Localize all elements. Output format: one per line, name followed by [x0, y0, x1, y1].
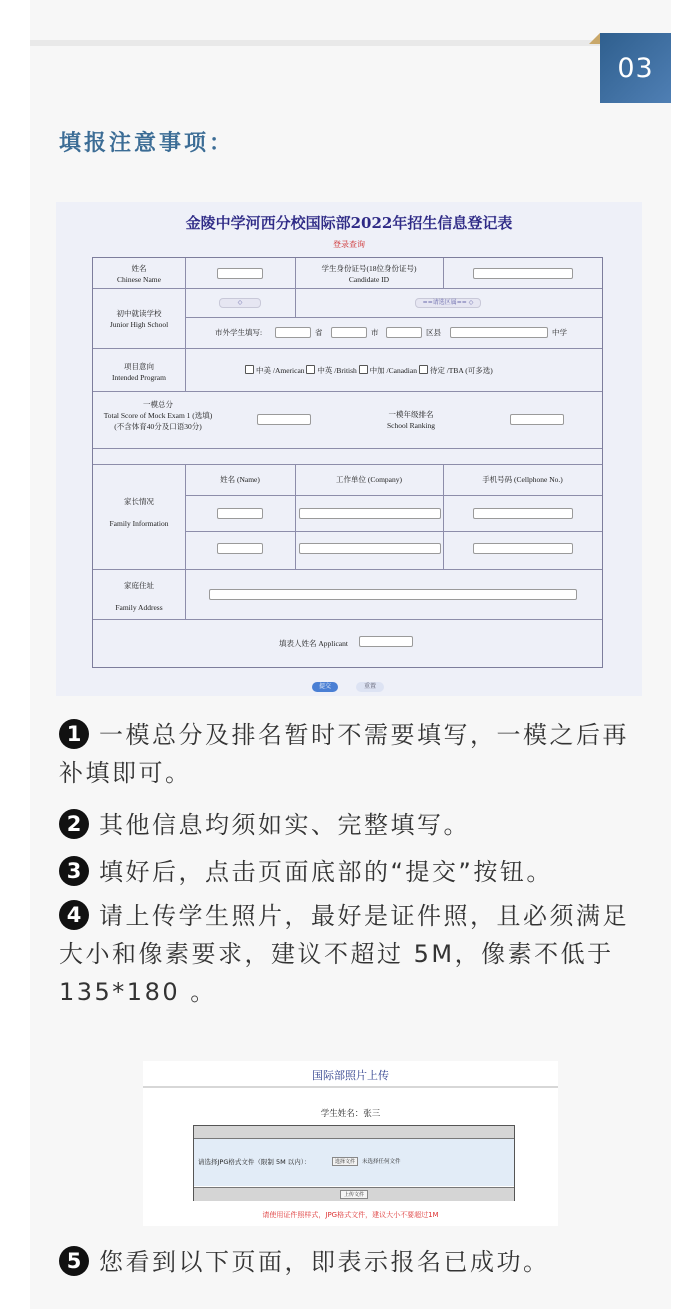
- badge-corner-accent: [589, 33, 600, 44]
- ranking-label-cn: 一模年级排名: [388, 410, 434, 419]
- school-label-cn: 初中就读学校: [116, 309, 162, 318]
- ranking-label-en: School Ranking: [386, 421, 436, 430]
- middle-school-suffix: 中学: [552, 328, 567, 337]
- no-file-status: 未选择任何文件: [362, 1159, 401, 1165]
- number-4-icon: 4: [59, 900, 89, 930]
- note-2: [59, 806, 629, 844]
- option-tba-label: 待定 /TBA: [429, 366, 464, 375]
- address-input[interactable]: [209, 589, 577, 600]
- address-label: [93, 580, 185, 613]
- student-name-input[interactable]: [217, 268, 263, 279]
- number-3-icon: 3: [59, 856, 89, 886]
- registration-table: [92, 257, 603, 668]
- upload-form-box: [193, 1125, 515, 1201]
- option-british-label: 中英 /British: [317, 366, 357, 375]
- district-select[interactable]: ==请选区属== ◇: [415, 298, 481, 308]
- program-label-en: Intended Program: [112, 373, 166, 382]
- family-label-en: Family Information: [109, 519, 169, 528]
- upload-warning-text: 请使用证件照样式，JPG格式文件，建议大小不要超过1M: [262, 1211, 439, 1219]
- applicant-input[interactable]: [359, 636, 413, 647]
- parent1-company-input[interactable]: [299, 508, 441, 519]
- registration-form-screenshot: [56, 202, 642, 696]
- id-label-en: Candidate ID: [348, 275, 390, 284]
- outside-students-label: 市外学生填写:: [215, 328, 263, 337]
- option-american-label: 中美 /American: [256, 366, 305, 375]
- number-1-icon: 1: [59, 719, 89, 749]
- number-5-icon: 5: [59, 1246, 89, 1276]
- submit-button[interactable]: 提交: [312, 682, 338, 692]
- middle-school-input[interactable]: [450, 327, 548, 338]
- id-label: [295, 263, 443, 285]
- name-label-cn: 姓名: [131, 264, 147, 273]
- id-label-cn: 学生身份证号(18位身份证号): [321, 264, 417, 273]
- county-suffix: 区县: [426, 328, 441, 337]
- mock-label-note: (不含体育40分及口语30分): [114, 422, 202, 431]
- student-name-display: 学生姓名：张三: [320, 1109, 381, 1119]
- province-suffix: 省: [315, 328, 323, 337]
- note-3-text: 填好后，点击页面底部的“提交”按钮。: [99, 858, 553, 886]
- option-canadian-label: 中加 /Canadian: [369, 366, 417, 375]
- school-label-en: Junior High School: [109, 320, 169, 329]
- upload-title-divider: [143, 1086, 558, 1088]
- note-1-text: 一模总分及排名暂时不需要填写，一模之后再补填即可。: [59, 721, 629, 787]
- city-select[interactable]: ◇: [219, 298, 261, 308]
- note-4-text: 请上传学生照片，最好是证件照，且必须满足大小和像素要求，建议不超过 5M，像素不低于 135*180 。: [59, 902, 629, 1006]
- column-company-header: 工作单位 (Company): [335, 475, 403, 484]
- multi-select-note: (可多选): [465, 366, 493, 375]
- upload-form-header: [194, 1126, 514, 1139]
- city-input[interactable]: [331, 327, 367, 338]
- note-5: [59, 1243, 629, 1281]
- choose-file-button[interactable]: 选择文件: [332, 1157, 358, 1166]
- parent2-phone-input[interactable]: [473, 543, 573, 554]
- program-options: [245, 365, 493, 376]
- mock-score-input[interactable]: [257, 414, 311, 425]
- mock-score-label: [93, 399, 223, 432]
- ranking-label: [363, 409, 459, 431]
- note-4: [59, 897, 629, 1011]
- section-number: 03: [617, 52, 654, 84]
- candidate-id-input[interactable]: [473, 268, 573, 279]
- upload-form-body: [194, 1139, 514, 1186]
- reset-button[interactable]: 重置: [356, 682, 384, 692]
- program-label: [93, 361, 185, 383]
- checkbox-british[interactable]: [306, 365, 315, 374]
- note-3: [59, 853, 629, 891]
- upload-form-footer: [194, 1187, 514, 1201]
- mock-label-en: Total Score of Mock Exam 1 (选填): [103, 411, 213, 420]
- parent2-name-input[interactable]: [217, 543, 263, 554]
- parent1-phone-input[interactable]: [473, 508, 573, 519]
- mock-label-cn: 一模总分: [143, 400, 173, 409]
- note-5-text: 您看到以下页面，即表示报名已成功。: [99, 1248, 550, 1276]
- checkbox-tba[interactable]: [419, 365, 428, 374]
- number-2-icon: 2: [59, 809, 89, 839]
- applicant-label: 填表人姓名 Applicant: [279, 639, 348, 648]
- ranking-input[interactable]: [510, 414, 564, 425]
- address-label-cn: 家庭住址: [124, 581, 154, 590]
- photo-upload-screenshot: [143, 1061, 558, 1226]
- note-2-text: 其他信息均须如实、完整填写。: [99, 811, 470, 839]
- parent1-name-input[interactable]: [217, 508, 263, 519]
- province-input[interactable]: [275, 327, 311, 338]
- upload-file-button[interactable]: 上传文件: [340, 1190, 368, 1199]
- top-divider: [30, 40, 600, 46]
- address-label-en: Family Address: [115, 603, 163, 612]
- column-name-header: 姓名 (Name): [220, 475, 260, 484]
- family-label-cn: 家长情况: [124, 497, 154, 506]
- note-1: [59, 716, 629, 792]
- school-label: [93, 308, 185, 330]
- program-label-cn: 项目意向: [124, 362, 154, 371]
- section-number-badge: [600, 33, 671, 103]
- county-input[interactable]: [386, 327, 422, 338]
- upload-page-title: 国际部照片上传: [312, 1069, 389, 1082]
- form-title: 金陵中学河西分校国际部2022年招生信息登记表: [185, 214, 513, 232]
- login-query-link[interactable]: 登录查询: [333, 240, 365, 249]
- checkbox-american[interactable]: [245, 365, 254, 374]
- family-label: [93, 496, 185, 529]
- parent2-company-input[interactable]: [299, 543, 441, 554]
- name-label-en: Chinese Name: [117, 275, 161, 284]
- checkbox-canadian[interactable]: [359, 365, 368, 374]
- name-label: [93, 263, 185, 285]
- choose-file-label: 请选择JPG格式文件（限制 5M 以内）：: [198, 1158, 311, 1166]
- city-suffix: 市: [371, 328, 379, 337]
- column-phone-header: 手机号码 (Cellphone No.): [482, 475, 563, 484]
- section-heading: 填报注意事项：: [59, 131, 235, 156]
